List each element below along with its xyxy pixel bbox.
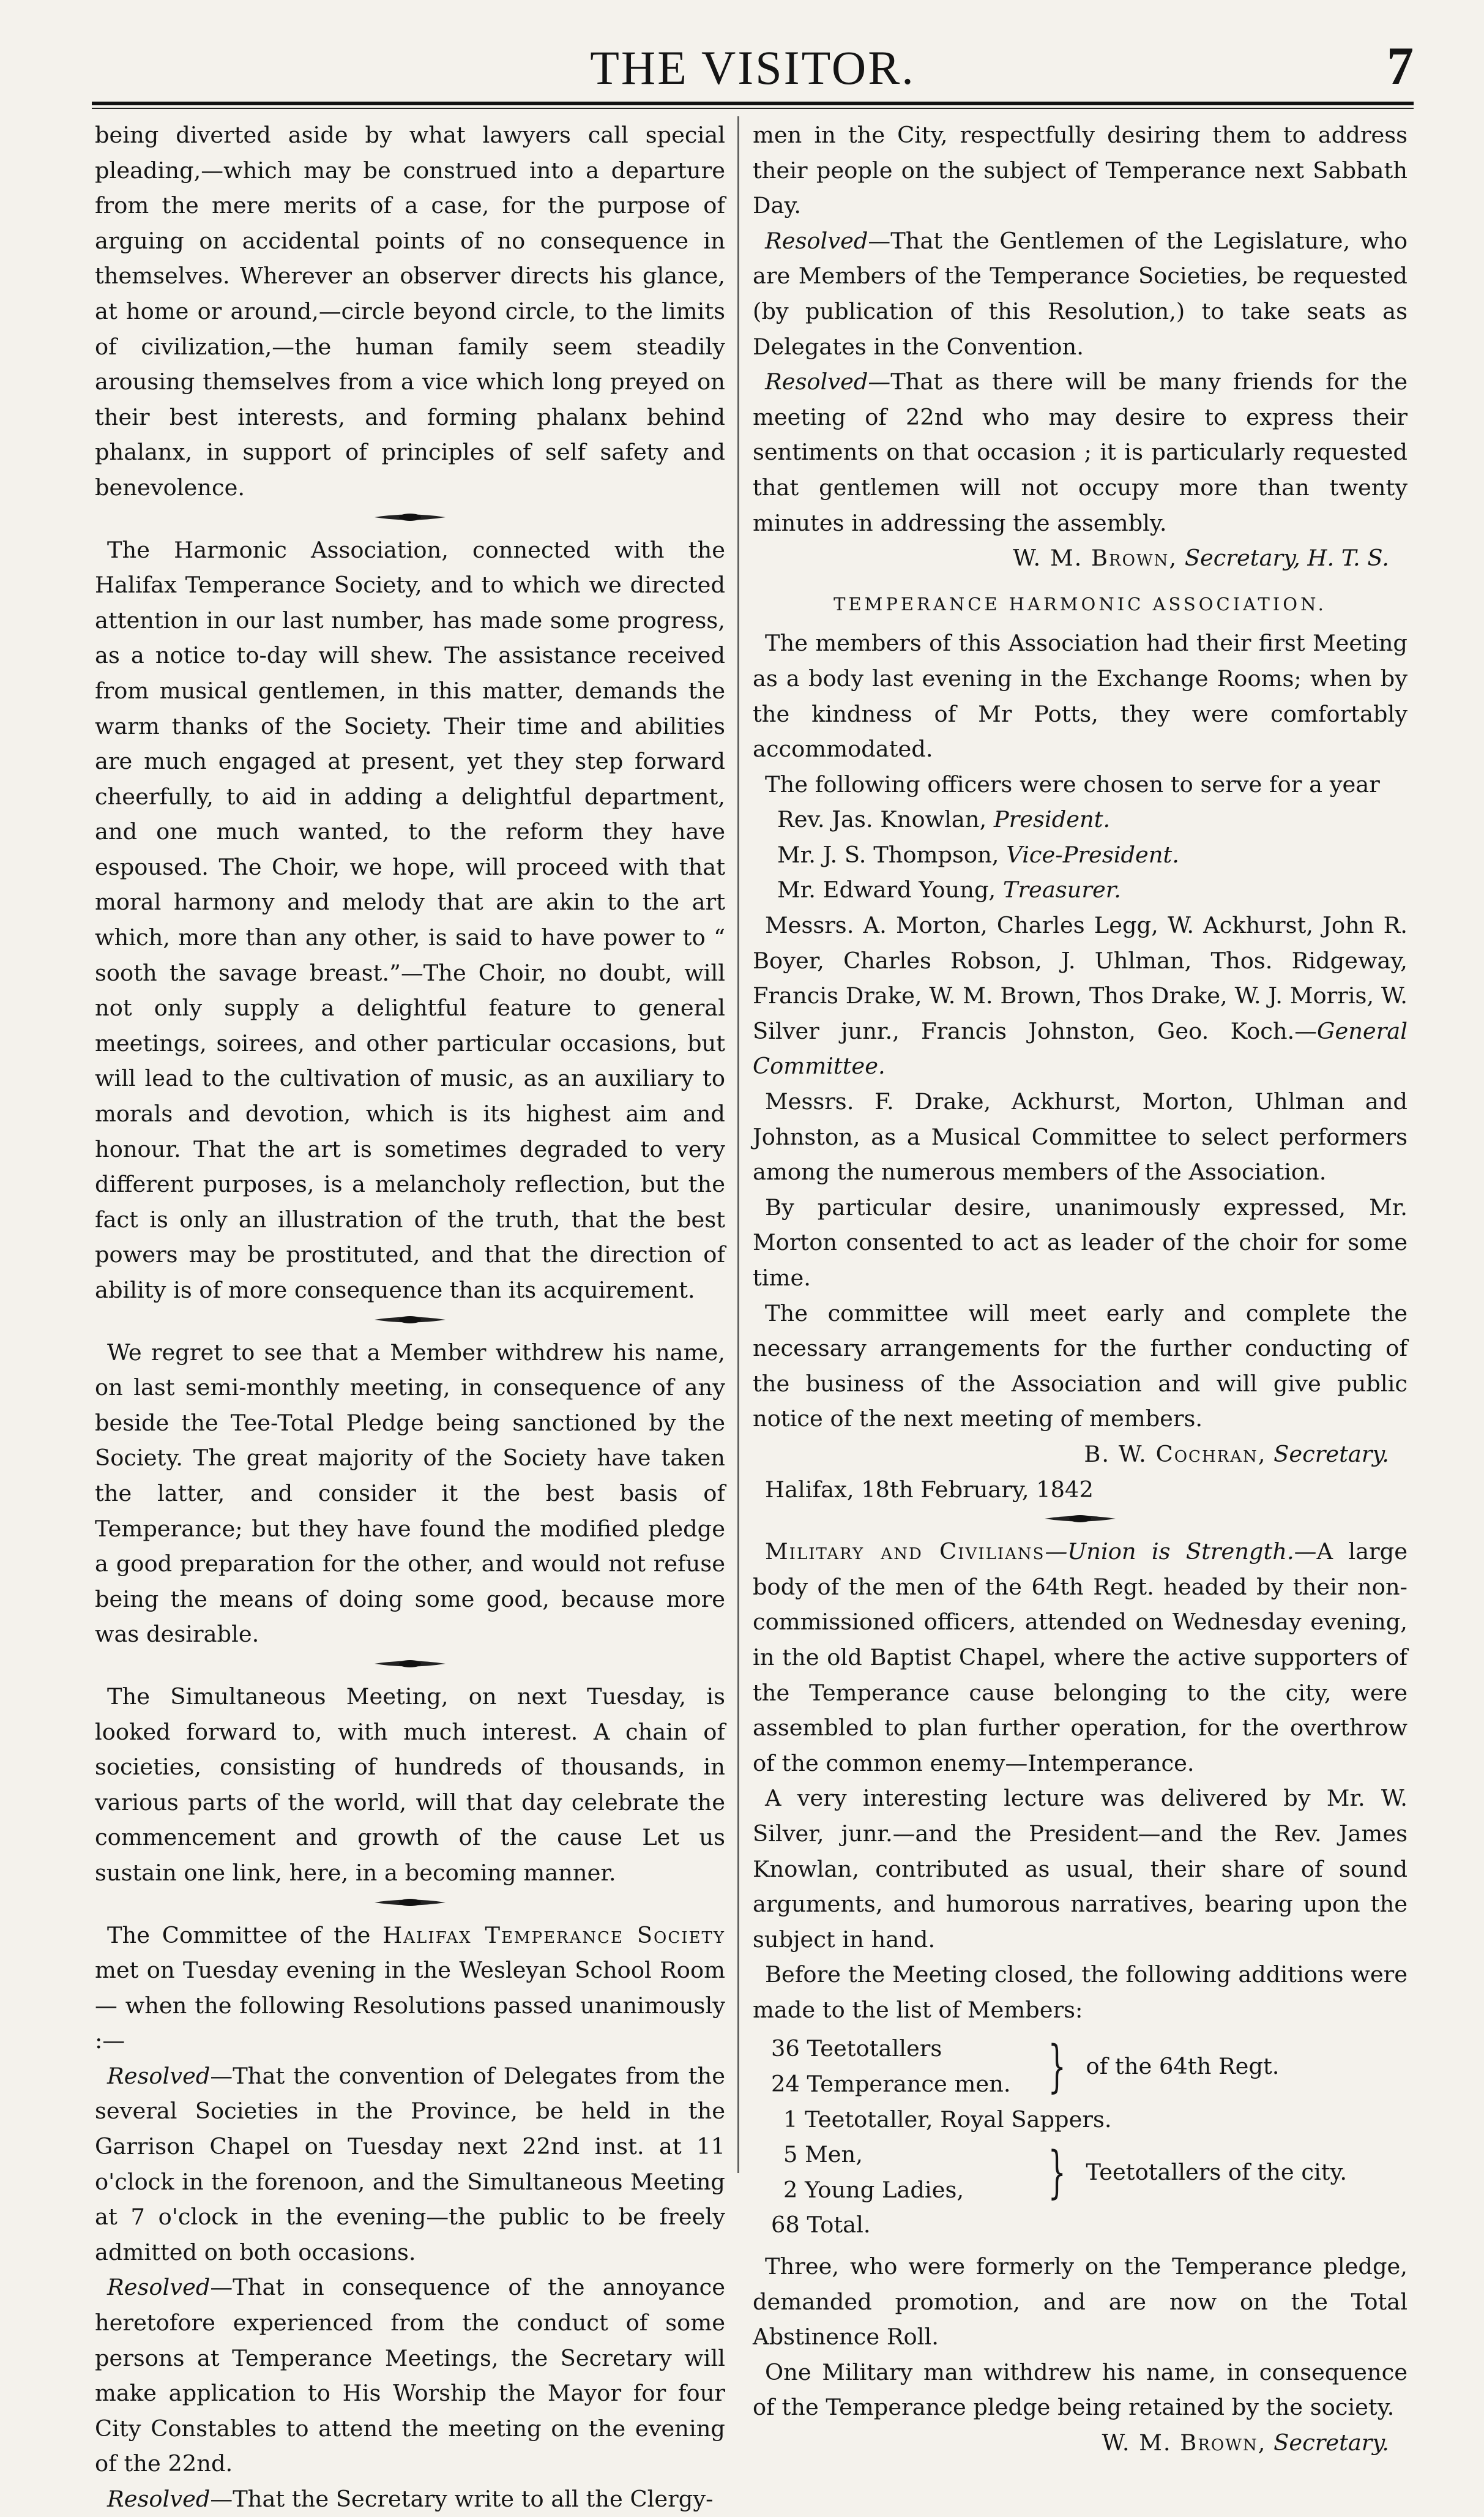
harmonic-editorial: The Harmonic Association, connected with the Halifax Temperance Society, and to which we directed attention in our last number, has made some progress, as a notice to-day will shew. The assistance received from musical gentlemen, in this matter, demands the warm thanks of the Society. Their time and abilities are much engaged at present, yet they step forward cheerfully, to aid in adding a delightful department, and one much wanted, to the reform they have espoused. The Choir, we hope, will proceed with that moral harmony and melody that are akin to the art which, more than any other, is said to have power to “ sooth the savage breast.”—The Choir, no doubt, will not only supply a delightful feature to general meetings, soirees, and other particular occasions, but will lead to the cultivation of music, as an auxiliary to morals and devotion, which is its highest aim and honour. That the art is sometimes degraded to very different purposes, is a melancholy reflection, but the fact is only an illustration of the truth, that the best powers may be prostituted, and that the direction of ability is of more consequence than its acquirement. xyxy=(95,536,725,1303)
ornament-divider-icon xyxy=(373,1313,447,1326)
ornament-divider-icon xyxy=(373,1657,447,1670)
harmonic-report: The members of this Association had their first Meeting as a body last evening in the Exchange Rooms; when by the kindness of Mr Potts, they were comfortably accommodated. xyxy=(753,630,1408,763)
member-total: 68 Total. xyxy=(771,2212,871,2238)
officer-role: Vice-President. xyxy=(1006,841,1179,868)
officers-intro: The following officers were chosen to serve for a year xyxy=(765,771,1380,798)
officer-name: Mr. Edward Young, xyxy=(777,877,996,903)
member-group-lines xyxy=(771,2031,1028,2101)
military-report xyxy=(753,1534,1408,1781)
signature-title: Secretary, H. T. S. xyxy=(1184,545,1389,572)
lecture-note: A very interesting lecture was delivered by Mr. W. Silver, junr.—and the President—and the Rev. James Knowlan, contributed as usual, their share of sound arguments, and humorous narratives, bearing upon the subject in hand. xyxy=(753,1785,1408,1953)
dateline: Halifax, 18th February, 1842 xyxy=(765,1476,1094,1503)
masthead xyxy=(92,36,1414,109)
page-title: THE VISITOR. xyxy=(590,41,915,94)
member-group-64th xyxy=(771,2031,1408,2101)
left-column xyxy=(95,118,725,2517)
resolution-text: —That the Secretary write to all the Clergy- xyxy=(210,2486,714,2512)
committee-intro-text: The Committee of the xyxy=(107,1921,383,1948)
member-line: 1 Teetotaller, Royal Sappers. xyxy=(783,2106,1112,2133)
resolution-label: Resolved xyxy=(765,368,868,395)
committee-label: General Committee. xyxy=(753,1017,1408,1080)
withdrawal-note: One Military man withdrew his name, in consequence of the Temperance pledge being retained by the society. xyxy=(753,2358,1408,2421)
committee-intro-text-end: met on Tuesday evening in the Wesleyan School Room— when the following Resolutions passed unanimously :— xyxy=(95,1957,725,2054)
member-group-city xyxy=(771,2137,1408,2207)
resolution-2 xyxy=(95,2270,725,2481)
member-withdrawal-note: We regret to see that a Member withdrew his name, on last semi-monthly meeting, in consequence of any beside the Tee-Total Pledge being sanctioned by the Society. The great majority of the Society have taken the latter, and consider it the best basis of Temperance; but they have found the modified pledge a good preparation for the other, and would not refuse being the means of doing some good, because more was desirable. xyxy=(95,1339,725,1648)
header-rule xyxy=(92,102,1414,105)
ornament-divider-icon xyxy=(373,1896,447,1909)
resolution-4 xyxy=(753,223,1408,364)
resolution-3 xyxy=(95,2481,725,2517)
section-heading: TEMPERANCE HARMONIC ASSOCIATION. xyxy=(833,593,1327,615)
member-line: 5 Men, xyxy=(783,2141,863,2168)
brace-icon: } xyxy=(1048,2139,1066,2205)
member-line: 24 Temperance men. xyxy=(771,2071,1011,2098)
resolution-text: —That as there will be many friends for the meeting of 22nd who may desire to express their sentiments on that occasion ; it is particularly requested that gentlemen will not occupy more than twenty minutes in addressing the assembly. xyxy=(753,368,1408,536)
resolution-5 xyxy=(753,364,1408,540)
military-heading: Military and Civilians xyxy=(765,1538,1045,1565)
musical-committee: Messrs. F. Drake, Ackhurst, Morton, Uhlman and Johnston, as a Musical Committee to select performers among the numerous members of the Association. xyxy=(753,1088,1408,1186)
resolution-label: Resolved xyxy=(765,227,868,254)
officer-vice-president xyxy=(753,837,1408,873)
resolution-text: —That the convention of Delegates from the several Societies in the Province, be held in the Garrison Chapel on Tuesday next 22nd inst. at 11 o'clock in the forenoon, and the Simultaneous Meeting at 7 o'clock in the evening—the public to be freely admitted on both occasions. xyxy=(95,2062,725,2265)
signature-cochran xyxy=(753,1437,1408,1472)
additions-intro: Before the Meeting closed, the following additions were made to the list of Members: xyxy=(753,1961,1408,2023)
signature-brown xyxy=(753,540,1408,576)
column-divider xyxy=(737,116,739,2173)
signature-title: Secretary. xyxy=(1273,1440,1389,1467)
signature-name: B. W. Cochran, xyxy=(1084,1440,1267,1467)
society-name: Halifax Temperance Society xyxy=(382,1921,725,1948)
resolution-label: Resolved xyxy=(107,2486,211,2512)
signature-title: Secretary. xyxy=(1273,2429,1389,2456)
resolution-text: —That in consequence of the annoyance heretofore experienced from the conduct of some persons at Temperance Meetings, the Secretary will make application to His Worship the Mayor for four City Constables to attend the meeting on the evening of the 22nd. xyxy=(95,2274,725,2477)
right-column xyxy=(753,118,1408,2461)
signature-name: W. M. Brown, xyxy=(1102,2429,1267,2456)
ornament-divider-icon xyxy=(1043,1512,1117,1525)
officer-role: Treasurer. xyxy=(1002,877,1121,903)
member-line: 2 Young Ladies, xyxy=(783,2176,964,2203)
resolution-label: Resolved xyxy=(107,2274,211,2301)
resolution-text: —That the Gentlemen of the Legislature, who are Members of the Temperance Societies, be requested (by publication of this Resolution,) to take seats as Delegates in the Convention. xyxy=(753,227,1408,360)
signature-brown-2 xyxy=(753,2425,1408,2461)
member-group-label: of the 64th Regt. xyxy=(1086,2053,1280,2080)
resolution-3-continued: men in the City, respectfully desiring them to address their people on the subject of Temperance next Sabbath Day. xyxy=(753,122,1408,219)
resolution-label: Resolved xyxy=(107,2062,211,2089)
officer-name: Rev. Jas. Knowlan, xyxy=(777,806,987,833)
military-subheading: —Union is Strength. xyxy=(1045,1538,1294,1565)
committee-members: Messrs. A. Morton, Charles Legg, W. Ackhurst, John R. Boyer, Charles Robson, J. Uhlman, Thos. Ridgeway, Francis Drake, W. M. Brown, Thos Drake, W. J. Morris, W. Silver junr., Francis Johnston, Geo. Koch.— xyxy=(753,912,1408,1044)
officer-name: Mr. J. S. Thompson, xyxy=(777,841,999,868)
simultaneous-meeting-note: The Simultaneous Meeting, on next Tuesday, is looked forward to, with much interest. A chain of societies, consisting of hundreds of thousands, in various parts of the world, will that day celebrate the commencement and growth of the cause Let us sustain one link, here, in a becoming manner. xyxy=(95,1683,725,1886)
committee-intro xyxy=(95,1918,725,2059)
resolution-1 xyxy=(95,2059,725,2270)
officer-treasurer xyxy=(753,872,1408,908)
ornament-divider-icon xyxy=(373,511,447,524)
military-text: —A large body of the men of the 64th Regt. headed by their non-commissioned officers, attended on Wednesday evening, in the old Baptist Chapel, where the active supporters of the Temperance cause belonging to the city, were assembled to plan further operation, for the overthrow of the common enemy—Intemperance. xyxy=(753,1538,1408,1776)
officer-president xyxy=(753,802,1408,837)
general-committee xyxy=(753,908,1408,1084)
member-list xyxy=(771,2031,1408,2243)
article-paragraph: being diverted aside by what lawyers call special pleading,—which may be construed into a departure from the mere merits of a case, for the purpose of arguing on accidental points of no consequence in themselves. Wherever an observer directs his glance, at home or around,—circle beyond circle, to the limits of civilization,—the human family seem steadily arousing themselves from a vice which long preyed on their best interests, and forming phalanx behind phalanx, in support of principles of self safety and benevolence. xyxy=(95,122,725,501)
page-number: 7 xyxy=(1387,37,1414,96)
signature-name: W. M. Brown, xyxy=(1013,545,1178,572)
member-line: 36 Teetotallers xyxy=(771,2035,942,2062)
officer-role: President. xyxy=(993,806,1111,833)
promotion-note: Three, who were formerly on the Temperance pledge, demanded promotion, and are now on the Total Abstinence Roll. xyxy=(753,2253,1408,2351)
committee-notice: The committee will meet early and complete the necessary arrangements for the further conducting of the business of the Association and will give public notice of the next meeting of members. xyxy=(753,1300,1408,1432)
member-group-label: Teetotallers of the city. xyxy=(1086,2159,1348,2186)
header-rule-thin xyxy=(92,108,1414,109)
brace-icon: } xyxy=(1048,2033,1066,2100)
choir-leader-note: By particular desire, unanimously expressed, Mr. Morton consented to act as leader of the choir for some time. xyxy=(753,1194,1408,1291)
member-group-lines xyxy=(771,2137,1028,2207)
